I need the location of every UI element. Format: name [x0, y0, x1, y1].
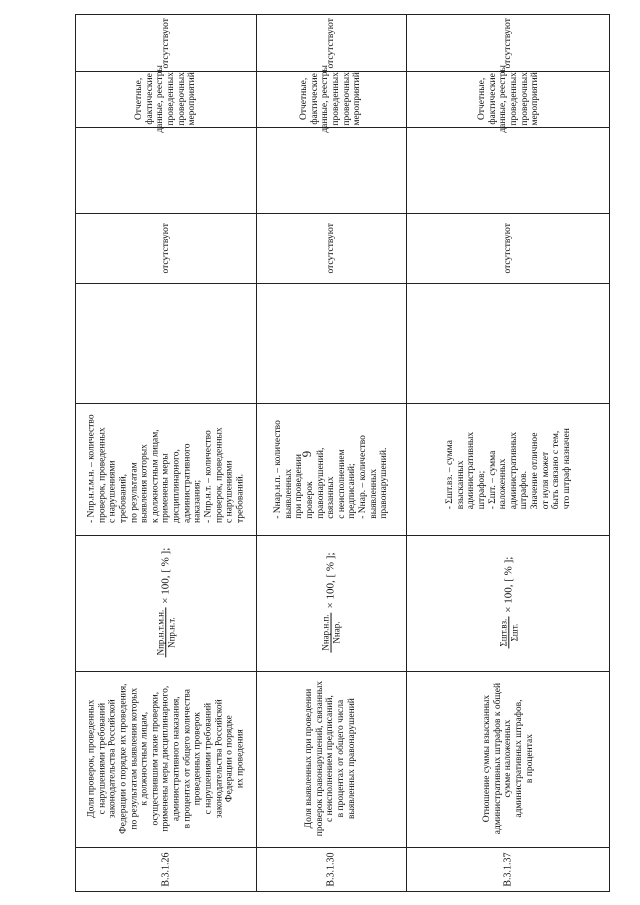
empty-cell — [76, 283, 256, 403]
formula-numerator: Nпр.н.т.м.н. — [155, 610, 166, 656]
empty-cell — [76, 127, 256, 213]
formula-fraction — [155, 608, 176, 658]
comment-cell — [76, 15, 256, 71]
indicator-table — [75, 14, 610, 892]
formula-denominator: Nпр.н.т. — [166, 617, 177, 649]
formula-notes: - Nпр.н.т.м.н. – количество проверок, проведенных с нарушениями требований, по результатам выявления которых к должностным лицам, применены меры дисциплинарного, административного наказания; - Nпр.н.т. – количество проверок, проведенных с нарушениями требований. — [86, 414, 246, 524]
formula-notes-cell — [406, 403, 611, 535]
formula-fraction — [320, 613, 341, 653]
indicator-name-cell — [406, 671, 611, 847]
targets-cell — [76, 213, 256, 283]
formula-cell — [256, 535, 406, 671]
comment-value: отсутствуют — [160, 17, 171, 69]
targets-cell — [406, 213, 611, 283]
targets-value: отсутствуют — [325, 222, 336, 274]
indicator-name: Отношение суммы взысканных административных штрафов к общей сумме наложенных административных штрафов, в процентах — [481, 683, 535, 835]
formula-denominator: Nнар. — [331, 621, 342, 645]
formula-numerator: Σшт.вз. — [497, 619, 508, 647]
targets-value: отсутствуют — [503, 222, 514, 274]
empty-cell — [406, 127, 611, 213]
source-cell — [406, 65, 611, 133]
comment-cell — [256, 15, 406, 71]
formula — [320, 553, 341, 653]
comment-cell — [406, 15, 611, 71]
formula-notes: - Σшт.вз. – сумма взысканных административных штрафов; - Σшт. – сумма наложенных административных штрафов. Значение отличное от нуля может быть связано с тем, что штраф назначен — [444, 428, 572, 510]
comment-value: отсутствуют — [503, 17, 514, 69]
indicator-code: В.3.1.37 — [502, 852, 514, 888]
empty-cell — [406, 283, 611, 403]
indicator-code-cell — [256, 847, 406, 893]
indicator-name-cell — [76, 671, 256, 847]
indicator-name-cell — [256, 671, 406, 847]
comment-value: отсутствуют — [325, 17, 336, 69]
formula-notes-cell — [256, 403, 406, 535]
formula-suffix: × 100, [ % ]; — [324, 552, 337, 609]
formula-cell — [76, 535, 256, 671]
indicator-code: В.3.1.26 — [160, 852, 172, 888]
targets-cell — [256, 213, 406, 283]
formula-cell — [406, 535, 611, 671]
formula-notes-cell — [76, 403, 256, 535]
formula-numerator: Nнар.н.п. — [320, 614, 331, 652]
source-cell — [76, 65, 256, 133]
formula-suffix: × 100, [ % ]; — [159, 548, 172, 605]
data-source: Отчетные, фактические данные, реестры проведенных проверочных мероприятий — [134, 65, 198, 133]
indicator-code-cell — [76, 847, 256, 893]
data-source: Отчетные, фактические данные, реестры проведенных проверочных мероприятий — [476, 65, 540, 133]
empty-cell — [256, 283, 406, 403]
page-number: 6 — [299, 450, 315, 458]
formula-notes: - Nнар.н.п. – количество выявленных при проведении проверок правонарушений, связанных с неисполнением предписаний; - Nнар. – количество выявленных правонарушений. — [272, 419, 389, 519]
data-source: Отчетные, фактические данные, реестры проведенных проверочных мероприятий — [299, 65, 363, 133]
formula-denominator: Σшт. — [508, 624, 519, 642]
indicator-name: Доля выявленных при проведении проверок правонарушений, связанных с неисполнением предписаний, в процентах от общего числа выявленных правонарушений — [304, 681, 357, 837]
indicator-code-cell — [406, 847, 611, 893]
indicator-code: В.3.1.30 — [325, 852, 337, 888]
formula — [498, 557, 519, 649]
targets-value: отсутствуют — [160, 222, 171, 274]
empty-cell — [256, 127, 406, 213]
source-cell — [256, 65, 406, 133]
formula-suffix: × 100, [ % ]; — [502, 557, 515, 614]
formula-fraction — [498, 617, 519, 649]
indicator-name: Доля проверок, проведенных с нарушениями требований законодательства Российской Федерации о порядке их проведения, по результатам выявления которых к должностным лицам, осуществившим такие проверки, применены меры дисциплинарного, административного наказания, в процентах от общего количества проведенных проверок с нарушениями требований законодательства Российской Федерации о порядке их проведения — [86, 683, 246, 835]
formula — [155, 548, 176, 658]
